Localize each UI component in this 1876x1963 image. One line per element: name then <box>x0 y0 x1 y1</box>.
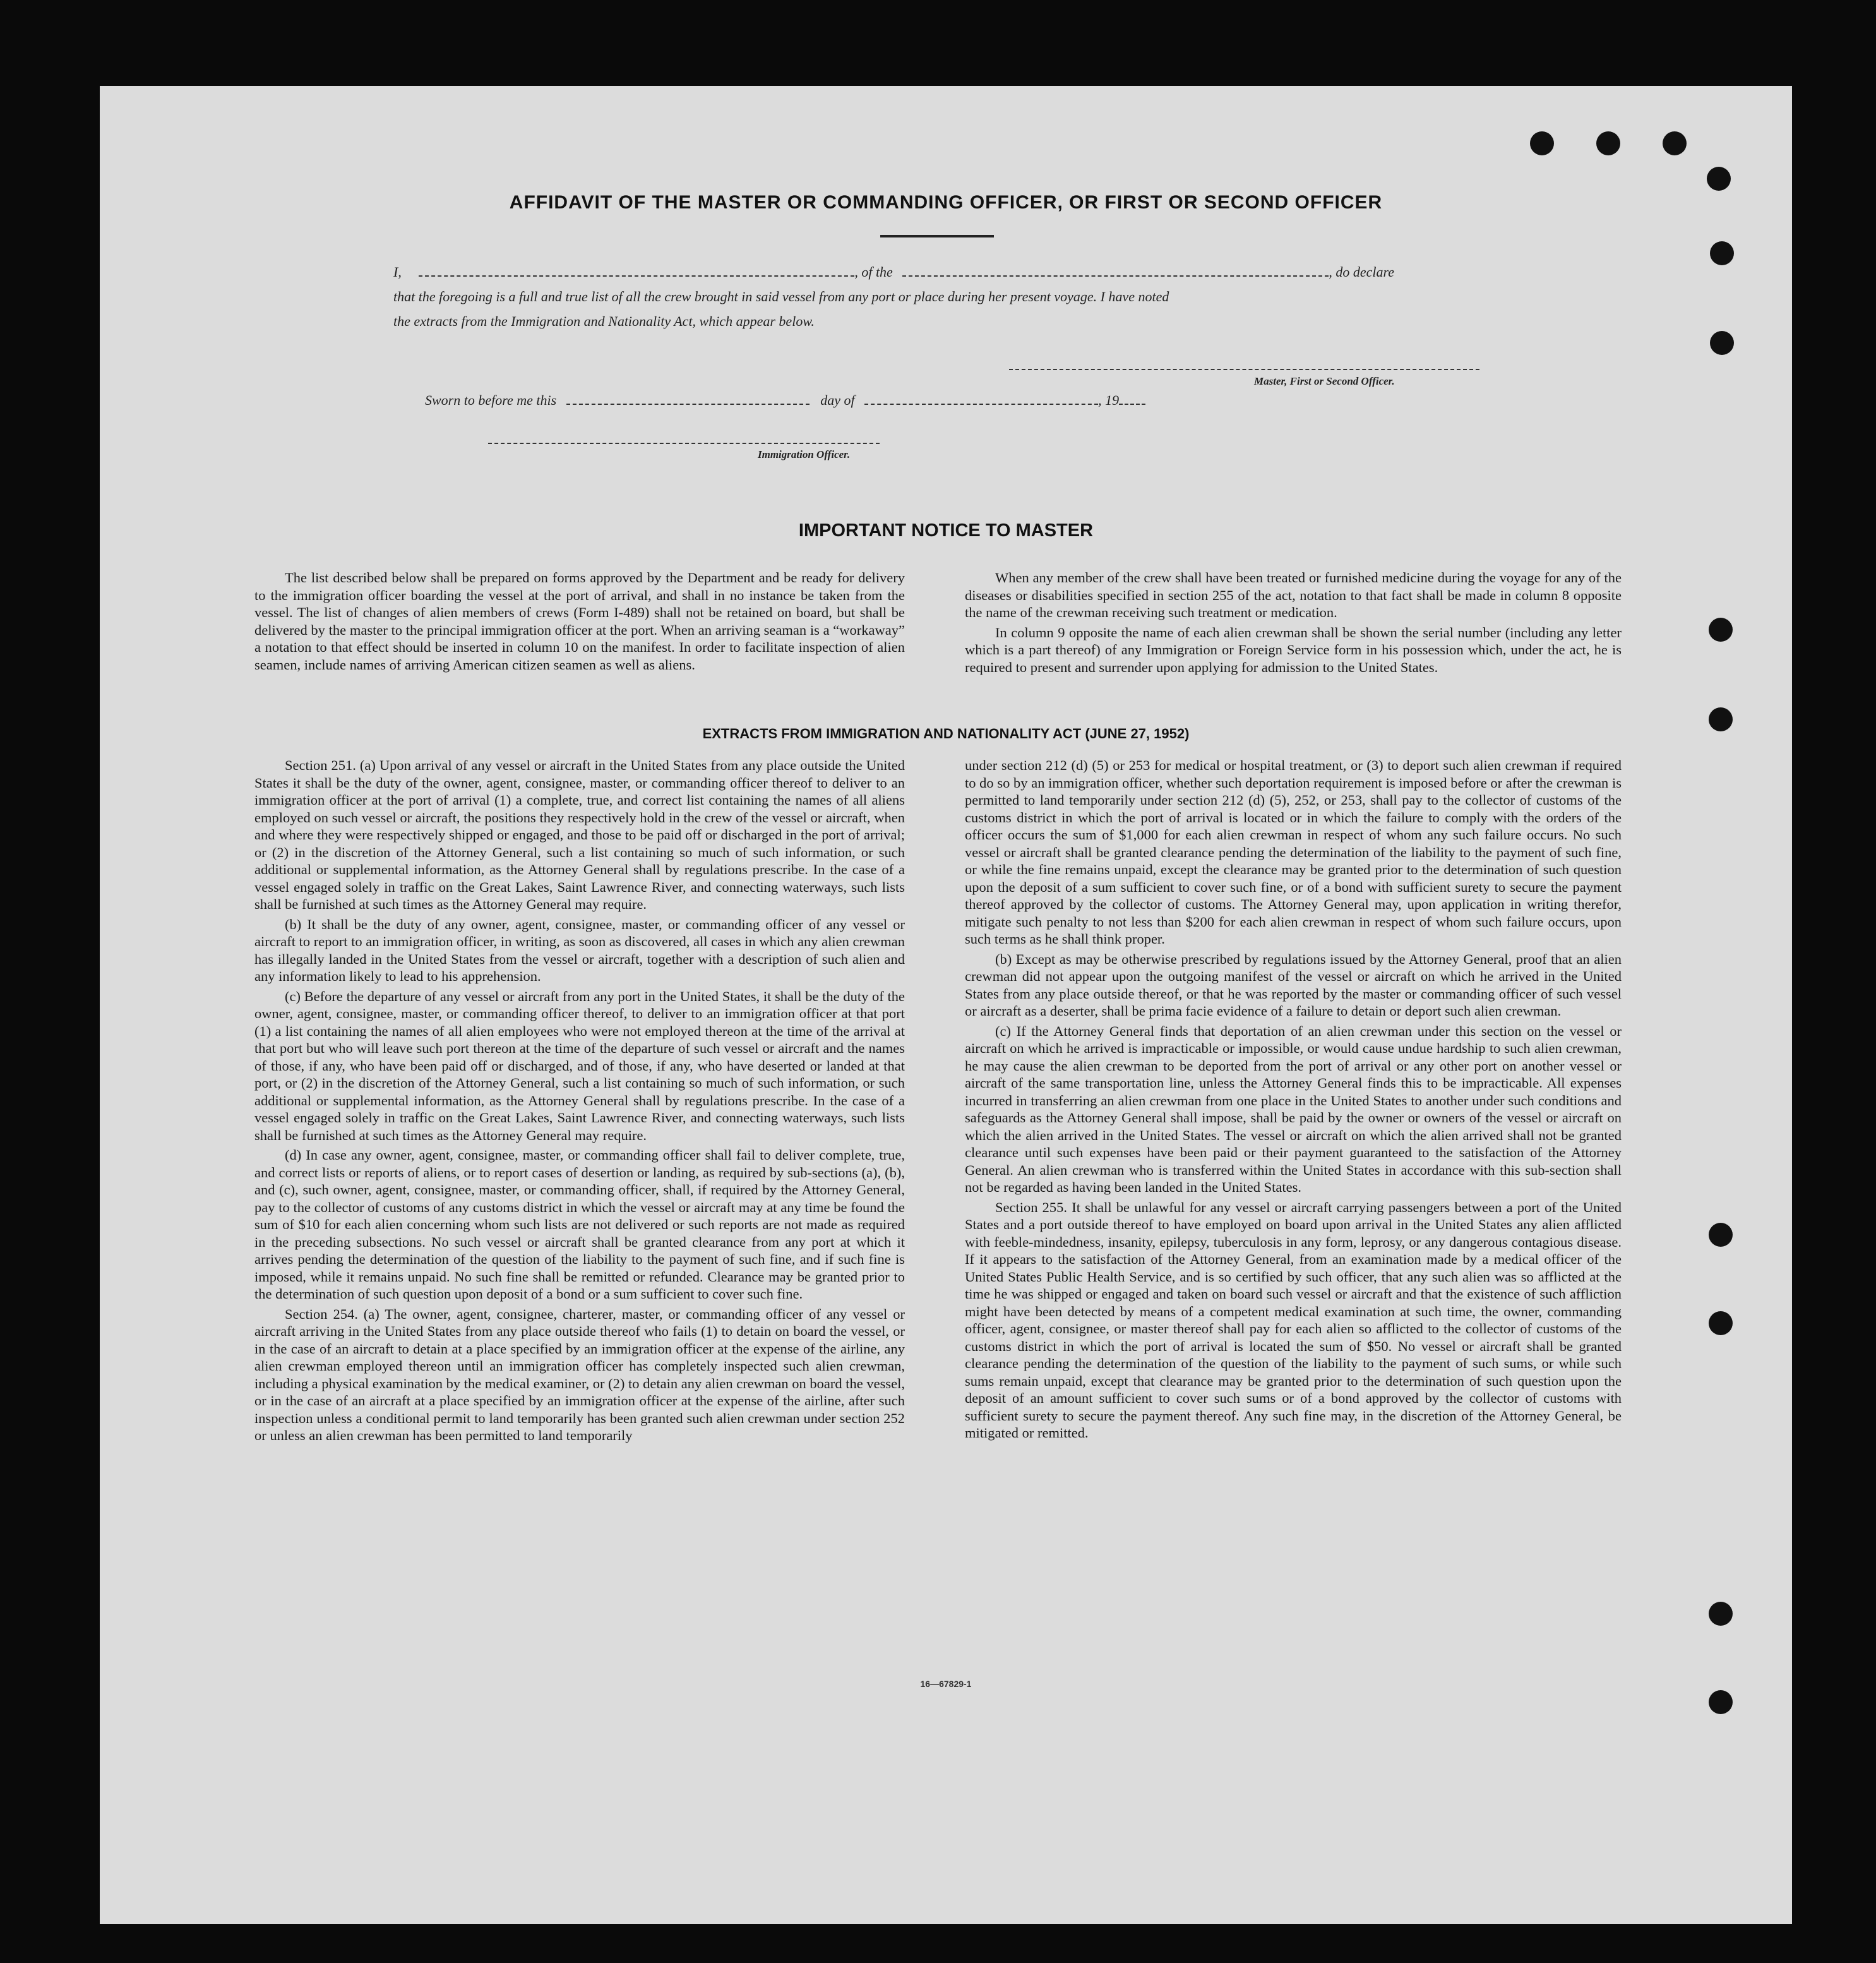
section-paragraph: (b) It shall be the duty of any owner, agent, consignee, master, or commanding officer of any vessel or aircraft to report to an immigration officer, in writing, as soon as discovered, all cases in which any alien crewman has illegally landed in the United States from the vessel or aircraft, together with a description of such alien and any information likely to lead to his apprehension. <box>254 916 905 984</box>
section-paragraph: Section 255. It shall be unlawful for any vessel or aircraft carrying passengers between a port of the United States and a port outside thereof to have employed on board upon arrival in the United States any alien afflicted with feeble-mindedness, insanity, epilepsy, tuberculosis in any form, leprosy, or any dangerous contagious disease. If it appears to the satisfaction of the Attorney General, from an examination made by a medical officer of the United States Public Health Service, and is so certified by such officer, that any such alien was so afflicted at the time he was shipped or engaged and taken on board such vessel or aircraft and that the existence of such affliction might have been detected by means of a competent medical examination at such time, the owner, commanding officer, agent, consignee, or master thereof shall pay for each alien so afflicted to the collector of customs of the customs district in which the port of arrival is located the sum of $50. No vessel or aircraft shall be granted clearance pending the determination of the question of the liability to the payment of such sums, or while such sums remain unpaid, except that clearance may be granted prior to the determination of such question upon the deposit of an amount sufficient to cover such sums or of a bond approved by the collector of customs with sufficient surety to secure the payment thereof. Any such fine may, in the discretion of the Attorney General, be mitigated or remitted. <box>965 1199 1622 1441</box>
sworn-day-label: day of <box>820 392 855 408</box>
section-paragraph: (d) In case any owner, agent, consignee, master, or commanding officer shall fail to deliver complete, true, and correct lists or reports of aliens, or to report cases of desertion or landing, as required by sub-sections (a), (b), and (c), such owner, agent, consignee, master, or commanding officer, shall, if required by the Attorney General, pay to the collector of customs of any customs district in which the vessel or aircraft may at any time be found the sum of $10 for each alien concerning whom such lists are not delivered or such reports are not made as required in the preceding subsections. No such vessel or aircraft shall be granted clearance from any port at which it arrives pending the determination of the question of the liability to the payment of such fine, and if such fine is imposed, while it remains unpaid. No such fine shall be remitted or refunded. Clearance may be granted prior to the determination of such question upon deposit of a bond or a sum sufficient to cover such fine. <box>254 1147 905 1302</box>
notice-paragraph: When any member of the crew shall have been treated or furnished medicine during the voyage for any of the diseases or disabilities specified in section 255 of the act, notation to that fact shall be made in column 8 opposite the name of the crewman receiving such treatment or medication. <box>965 570 1622 620</box>
sworn-line <box>425 392 1145 409</box>
extracts-right-column <box>965 757 1622 1444</box>
sworn-date-field[interactable] <box>566 393 810 405</box>
affidavit-declaration-line <box>393 264 1394 280</box>
punch-hole-icon <box>1707 167 1731 191</box>
notice-paragraph: In column 9 opposite the name of each alien crewman shall be shown the serial number (including any letter which is a part thereof) of any Immigration or Foreign Service form in his possession which, under the act, he is required to present and surrender upon applying for admission to the United States. <box>965 624 1622 675</box>
punch-hole-icon <box>1709 1602 1733 1626</box>
sworn-year-field[interactable] <box>1119 393 1145 405</box>
form-code: 16—67829-1 <box>920 1679 972 1689</box>
bleed-through-text <box>308 159 1666 187</box>
declare-suffix: , do declare <box>1329 264 1394 280</box>
extracts-title: EXTRACTS FROM IMMIGRATION AND NATIONALITY ACT (JUNE 27, 1952) <box>702 726 1190 741</box>
section-paragraph: Section 254. (a) The owner, agent, consignee, charterer, master, or commanding officer of any vessel or aircraft arriving in the United States from any place outside thereof who fails (1) to detain on board the vessel, or in the case of an aircraft to detain at a place specified by an immigration officer at the expense of the airline, any alien crewman employed thereon until an immigration officer has completely inspected such alien crewman, including a physical examination by the medical examiner, or (2) to detain any alien crewman on board the vessel, or in the case of an aircraft at a place specified by an immigration officer at the expense of the airline, after such inspection unless a conditional permit to land temporarily has been granted such alien crewman under section 252 or unless an alien crewman has been permitted to land temporarily <box>254 1306 905 1443</box>
document-sheet <box>100 86 1792 1924</box>
punch-hole-icon <box>1709 1311 1733 1335</box>
section-paragraph: Section 251. (a) Upon arrival of any vessel or aircraft in the United States from any place outside the United States it shall be the duty of the owner, agent, consignee, master, or commanding officer thereof to deliver to an immigration officer at the port of arrival (1) a complete, true, and correct list containing the names of all aliens employed on such vessel or aircraft, the positions they respectively hold in the crew of the vessel or aircraft, when and where they were respectively shipped or engaged, and those to be paid off or discharged in the port of arrival; or (2) in the discretion of the Attorney General, such a list containing so much of such information, or such additional or supplemental information, as the Attorney General shall by regulations prescribe. In the case of a vessel engaged solely in traffic on the Great Lakes, Saint Lawrence River, and connecting waterways, such lists shall be furnished at such times as the Attorney General may require. <box>254 757 905 912</box>
section-paragraph: (c) If the Attorney General finds that deportation of an alien crewman under this section on the vessel or aircraft on which he arrived is impracticable or impossible, or would cause undue hardship to such alien crewman, he may cause the alien crewman to be deported from the port of arrival or any other port on another vessel or aircraft of the same transportation line, unless the Attorney General finds this to be impracticable. All expenses incurred in transferring an alien crewman from one place in the United States to another under such conditions and safeguards as the Attorney General shall impose, shall be paid by the owner or owners of the vessel or aircraft on which the alien arrived in the United States. The vessel or aircraft on which the alien arrived shall not be granted clearance until such expenses have been paid or their payment guaranteed to the satisfaction of the Attorney General. An alien crewman who is transferred within the United States in accordance with this sub-section shall not be regarded as having been landed in the United States. <box>965 1023 1622 1195</box>
section-paragraph: under section 212 (d) (5) or 253 for medical or hospital treatment, or (3) to deport such alien crewman if required to do so by an immigration officer, whether such deportation requirement is imposed before or after the crewman is permitted to land temporarily under section 212 (d) (5), 252, or 253, shall pay to the collector of customs of the customs district in which the port of arrival is located or in which the failure to comply with the orders of the officer occurs the sum of $1,000 for each alien crewman in respect of whom any such failure occurs. No such vessel or aircraft shall be granted clearance pending the determination of the liability to the payment of such fine, or while the fine remains unpaid, except the clearance may be granted prior to the determination of such question upon the deposit of a sum sufficient to cover such fine, or of a bond with sufficient surety to secure the payment thereof approved by the collector of customs. The Attorney General may, upon application in writing therefor, mitigate such penalty to not less than $200 for each alien crewman in respect of whom such failure occurs, upon such terms as he shall think proper. <box>965 757 1622 947</box>
punch-hole-icon <box>1710 331 1734 355</box>
affidavit-title: AFFIDAVIT OF THE MASTER OR COMMANDING OFFICER, OR FIRST OR SECOND OFFICER <box>509 192 1383 213</box>
sworn-month-field[interactable] <box>864 393 1098 405</box>
master-signature-label: Master, First or Second Officer. <box>1254 375 1395 387</box>
sworn-year-label: , 19 <box>1098 392 1120 408</box>
vessel-prefix: , of the <box>854 264 893 280</box>
punch-hole-icon <box>1709 1223 1733 1247</box>
notice-title: IMPORTANT NOTICE TO MASTER <box>798 520 1094 541</box>
declarant-name-field[interactable] <box>419 265 854 277</box>
immigration-officer-label: Immigration Officer. <box>758 448 851 460</box>
sworn-prefix: Sworn to before me this <box>425 392 557 408</box>
section-paragraph: (c) Before the departure of any vessel or aircraft from any port in the United States, it shall be the duty of the owner, agent, consignee, master, or commanding officer thereof, to deliver to an immigration officer at that port (1) a list containing the names of all alien employees who were not employed thereon at the time of the arrival at that port but who will leave such port thereon at the time of the departure of such vessel or aircraft and the names of those, if any, who have been paid off or discharged, and of those, if any, who have deserted or landed at that port, or (2) in the discretion of the Attorney General, such a list containing so much of such information, or such additional or supplemental information, as the Attorney General shall by regulations prescribe. In the case of a vessel engaged solely in traffic on the Great Lakes, Saint Lawrence River, and connecting waterways, such lists shall be furnished at such times as the Attorney General may require. <box>254 988 905 1143</box>
affidavit-statement-line-2: the extracts from the Immigration and Nationality Act, which appear below. <box>393 313 815 329</box>
declarant-prefix: I, <box>393 264 402 280</box>
notice-right-column <box>965 569 1622 678</box>
notice-left-column <box>254 569 905 676</box>
punch-hole-icon <box>1663 131 1687 155</box>
punch-hole-icon <box>1709 1690 1733 1714</box>
master-signature-field[interactable] <box>1009 369 1479 370</box>
punch-hole-icon <box>1709 618 1733 642</box>
extracts-left-column <box>254 757 905 1447</box>
notice-paragraph: The list described below shall be prepared on forms approved by the Department and be ready for delivery to the immigration officer boarding the vessel at the port of arrival, and shall in no instance be taken from the vessel. The list of changes of alien members of crews (Form I-489) shall not be retained on board, but shall be delivered by the master to the principal immigration officer at the port. When an arriving seaman is a “workaway” a notation to that effect should be inserted in column 10 on the manifest. In order to facilitate inspection of alien seamen, include names of arriving American citizen seamen as well as aliens. <box>254 570 905 673</box>
punch-hole-icon <box>1596 131 1620 155</box>
punch-hole-icon <box>1710 241 1734 265</box>
section-paragraph: (b) Except as may be otherwise prescribed by regulations issued by the Attorney General, proof that an alien crewman did not appear upon the outgoing manifest of the vessel or aircraft on which he arrived in the United States from any place outside thereof, or that he was reported by the master or commanding officer of such vessel or aircraft as a deserter, shall be prima facie evidence of a failure to detain or deport such alien crewman. <box>965 951 1622 1019</box>
vessel-name-field[interactable] <box>902 265 1329 277</box>
immigration-officer-signature-field[interactable] <box>488 443 880 444</box>
punch-hole-icon <box>1530 131 1554 155</box>
title-divider <box>880 235 994 237</box>
affidavit-statement-line: that the foregoing is a full and true list of all the crew brought in said vessel from any port or place during her present voyage. I have noted <box>393 289 1169 304</box>
